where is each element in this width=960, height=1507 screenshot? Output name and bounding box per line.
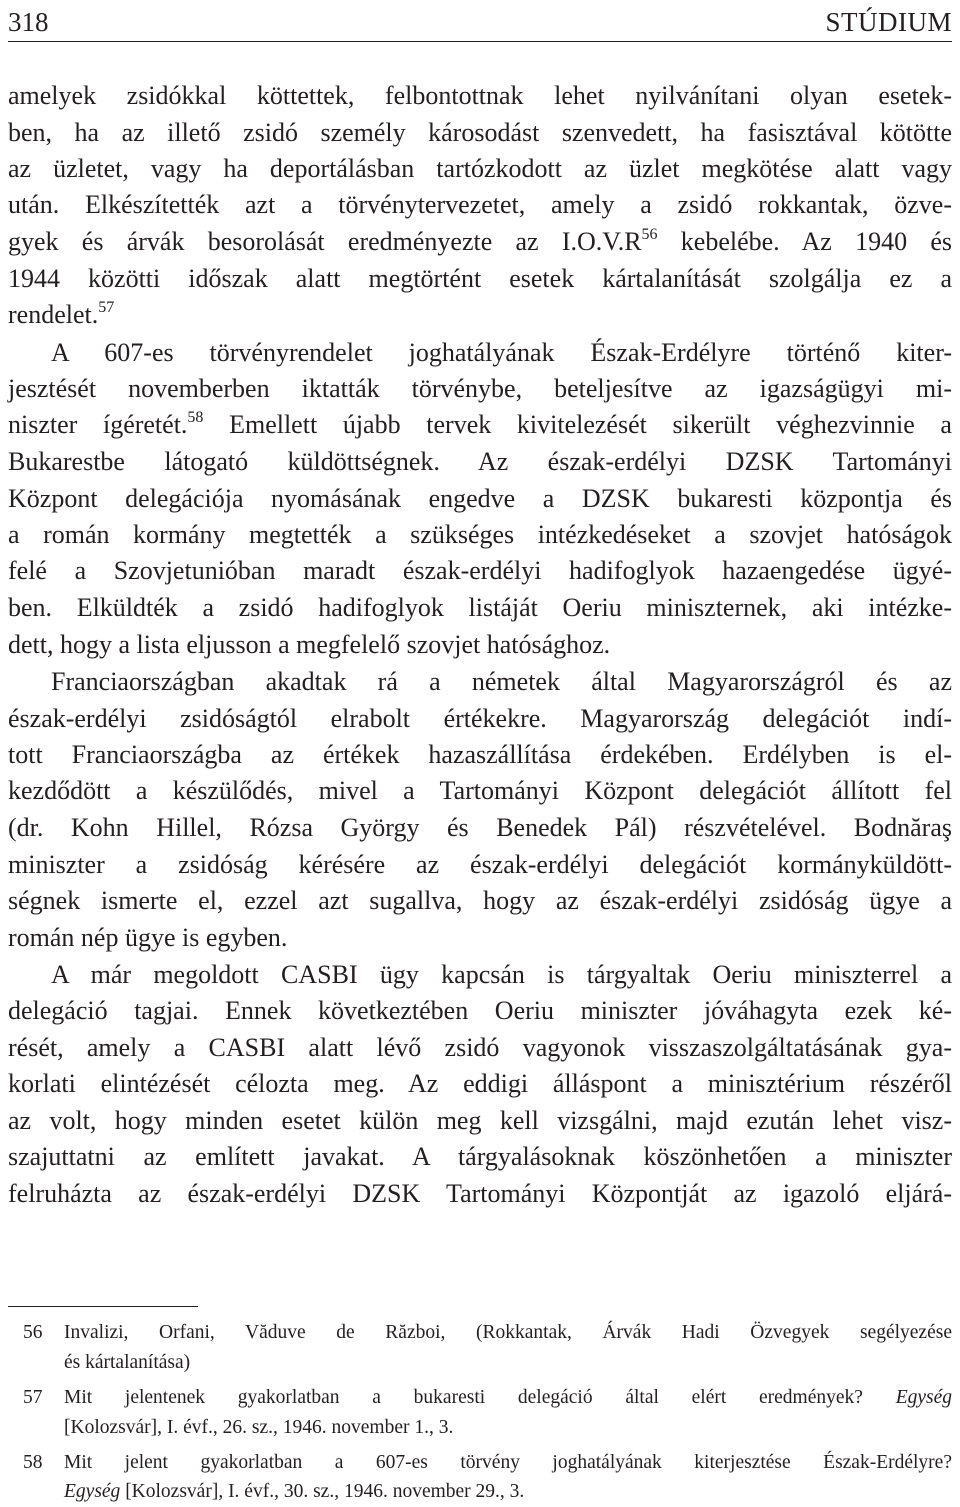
footnote-text: Invalizi, Orfani, Văduve de Război, (Rokkantak, Árvák Hadi Özvegyek segélyezése <box>64 1322 952 1343</box>
body-line: ségnek ismerte el, ezzel azt sugallva, hogy az észak-erdélyi zsidóság ügye a <box>8 886 952 915</box>
body-line: A 607-es törvényrendelet joghatályának Észak-Erdélyre történő kiter- <box>51 338 952 367</box>
footnote-ref-57: 57 <box>98 299 115 316</box>
body-line: jesztését novemberben iktatták törvénybe, beteljesítve az igazságügyi mi- <box>8 374 952 403</box>
header-rule <box>8 41 952 42</box>
body-line: delegáció tagjai. Ennek következtében Oeriu miniszter jóváhagyta ezek ké- <box>8 996 952 1025</box>
footnote-ref-58: 58 <box>187 409 204 426</box>
footnote-number: 56 <box>23 1322 43 1343</box>
body-line: az volt, hogy minden esetet külön meg kell vizsgálni, majd ezután lehet visz- <box>8 1106 952 1135</box>
body-line: A már megoldott CASBI ügy kapcsán is tárgyaltak Oeriu miniszterrel a <box>51 960 952 989</box>
footnote-number: 58 <box>23 1452 43 1473</box>
body-line: korlati elintézését célozta meg. Az eddigi álláspont a minisztérium részéről <box>8 1069 952 1098</box>
body-line: amelyek zsidókkal köttettek, felbontottnak lehet nyilvánítani olyan esetek- <box>8 81 952 110</box>
journal-title: Egység <box>64 1481 121 1502</box>
body-line-text: kebelébe. Az 1940 és <box>657 227 952 256</box>
running-header <box>8 4 952 40</box>
body-line: Bukarestbe látogató küldöttségnek. Az észak-erdélyi DZSK Tartományi <box>8 447 952 476</box>
body-line: rését, amely a CASBI alatt lévő zsidó vagyonok visszaszolgáltatásának gya- <box>8 1033 952 1062</box>
body-line: ben. Elküldték a zsidó hadifoglyok listáját Oeriu miniszternek, aki intézke- <box>8 593 952 622</box>
body-line: dett, hogy a lista eljusson a megfelelő szovjet hatósághoz. <box>8 630 611 659</box>
body-line-text: rendelet. <box>8 300 99 329</box>
body-line: szajuttatni az említett javakat. A tárgyalásoknak köszönhetően a miniszter <box>8 1142 952 1171</box>
body-line: a román kormány megtették a szükséges intézkedéseket a szovjet hatóságok <box>8 520 952 549</box>
footnote-ref-56: 56 <box>641 226 658 243</box>
footnote-text <box>64 1478 952 1506</box>
body-line-text: Emellett újabb tervek kivitelezését sikerült véghezvinnie a <box>203 410 952 439</box>
body-line <box>8 225 952 259</box>
footnote-text-part: [Kolozsvár], I. évf., 30. sz., 1946. november 29., 3. <box>120 1481 525 1502</box>
body-line: az üzletet, vagy ha deportálásban tartózkodott az üzlet megkötése alatt vagy <box>8 154 952 183</box>
footnote-rule <box>8 1306 198 1307</box>
running-title: STÚDIUM <box>825 7 952 37</box>
footnote-text: [Kolozsvár], I. évf., 26. sz., 1946. november 1., 3. <box>64 1417 454 1438</box>
body-line: észak-erdélyi zsidóságtól elrabolt értékekre. Magyarország delegációt indí- <box>8 704 952 733</box>
footnote-text-part: Mit jelentenek gyakorlatban a bukaresti delegáció által elért eredmények? <box>64 1387 863 1408</box>
body-line: Franciaországban akadtak rá a németek által Magyarországról és az <box>51 667 952 696</box>
footnote-number: 57 <box>23 1387 43 1408</box>
body-line: kezdődött a készülődés, mivel a Tartományi Központ delegációt állított fel <box>8 776 952 805</box>
body-line <box>8 298 952 332</box>
body-line: Központ delegációja nyomásának engedve a DZSK bukaresti központja és <box>8 484 952 513</box>
footnote-text: Mit jelent gyakorlatban a 607-es törvény joghatályának kiterjesztése Észak-Erdélyre? <box>64 1452 952 1473</box>
body-line: miniszter a zsidóság kérésére az észak-erdélyi delegációt kormányküldött- <box>8 850 952 879</box>
body-line: román nép ügye is egyben. <box>8 923 288 952</box>
body-line <box>8 408 952 442</box>
body-line: után. Elkészítették azt a törvénytervezetet, amely a zsidó rokkantak, özve- <box>8 190 952 219</box>
body-line: ben, ha az illető zsidó személy károsodást szenvedett, ha fasisztával kötötte <box>8 118 952 147</box>
body-line: felé a Szovjetunióban maradt észak-erdélyi hadifoglyok hazaengedése ügyé- <box>8 556 952 585</box>
journal-title: Egység <box>895 1387 952 1408</box>
footnote-text <box>64 1384 952 1412</box>
body-line: tott Franciaországba az értékek hazaszállítása érdekében. Erdélyben is el- <box>8 740 952 769</box>
body-line: (dr. Kohn Hillel, Rózsa György és Benedek Pál) részvételével. Bodnăraş <box>8 813 952 842</box>
page-number: 318 <box>8 7 49 37</box>
footnote-text: és kártalanítása) <box>64 1352 191 1373</box>
body-line: felruházta az észak-erdélyi DZSK Tartományi Központját az igazoló eljárá- <box>8 1179 952 1208</box>
body-line: 1944 közötti időszak alatt megtörtént esetek kártalanítását szolgálja ez a <box>8 264 952 293</box>
body-line-text: gyek és árvák besorolását eredményezte az I.O.V.R <box>8 227 642 256</box>
body-line-text: niszter ígéretét. <box>8 410 188 439</box>
